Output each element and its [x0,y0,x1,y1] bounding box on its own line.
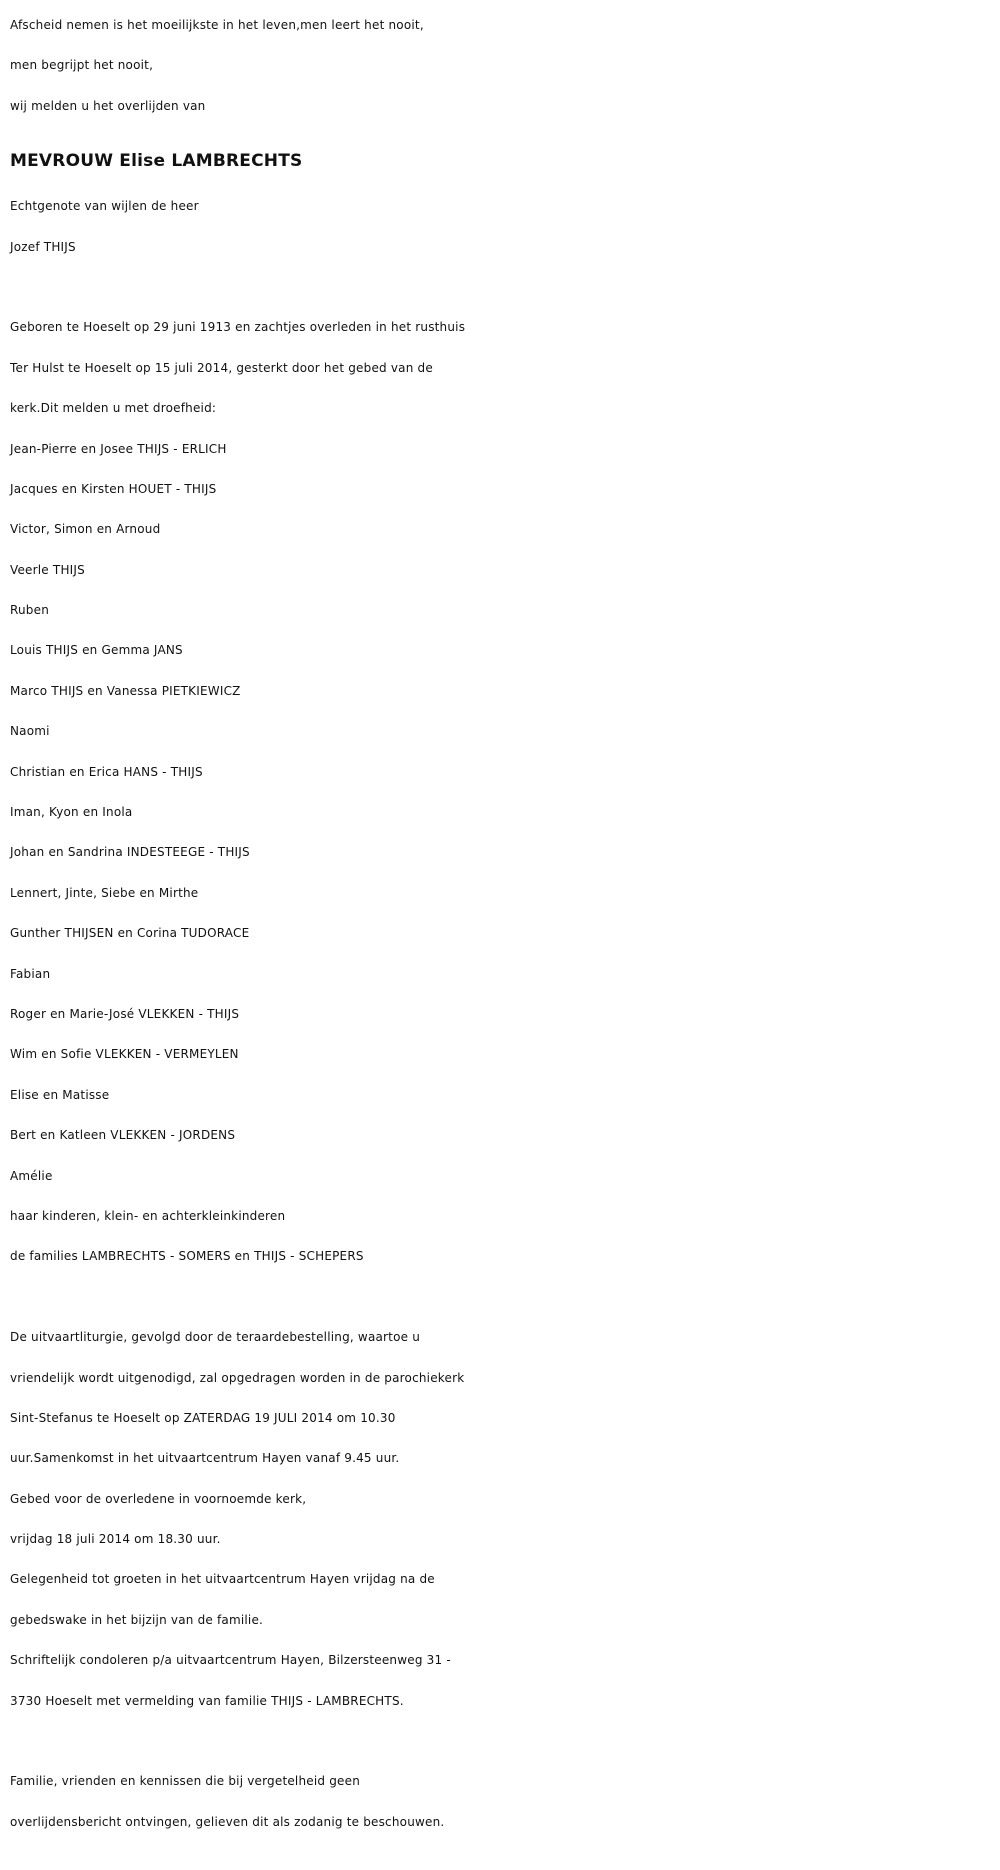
paragraph-gap [10,267,995,307]
intro-section [10,5,995,126]
paragraph-gap [10,1277,995,1317]
funeral-line: gebedswake in het bijzijn van de familie. [10,1612,264,1627]
funeral-line: vriendelijk wordt uitgenodigd, zal opgedragen worden in de parochiekerk [10,1370,465,1385]
funeral-line: Schriftelijk condoleren p/a uitvaartcentrum Hayen, Bilzersteenweg 31 - [10,1653,451,1668]
spouse-line: Echtgenote van wijlen de heer [10,199,199,214]
family-member: Elise en Matisse [10,1087,110,1102]
funeral-line: 3730 Hoeselt met vermelding van familie THIJS - LAMBRECHTS. [10,1693,404,1708]
funeral-line: De uitvaartliturgie, gevolgd door de teraardebestelling, waartoe u [10,1330,421,1345]
family-member: Bert en Katleen VLEKKEN - JORDENS [10,1128,236,1143]
family-list [10,429,995,1277]
spouse-section [10,186,995,267]
family-member: Victor, Simon en Arnoud [10,522,161,537]
funeral-line: uur.Samenkomst in het uitvaartcentrum Hayen vanaf 9.45 uur. [10,1451,400,1466]
closing-line: overlijdensbericht ontvingen, gelieven dit als zodanig te beschouwen. [10,1814,445,1829]
family-member: Gunther THIJSEN en Corina TUDORACE [10,926,250,941]
funeral-line: Sint-Stefanus te Hoeselt op ZATERDAG 19 JULI 2014 om 10.30 [10,1410,396,1425]
family-member: Christian en Erica HANS - THIJS [10,764,203,779]
birth-death-line: Geboren te Hoeselt op 29 juni 1913 en zachtjes overleden in het rusthuis [10,320,466,335]
obituary-notice [10,5,995,1842]
intro-line: wij melden u het overlijden van [10,98,206,113]
funeral-line: vrijdag 18 juli 2014 om 18.30 uur. [10,1532,221,1547]
family-member: Louis THIJS en Gemma JANS [10,643,183,658]
family-member: Johan en Sandrina INDESTEEGE - THIJS [10,845,250,860]
family-member: Jacques en Kirsten HOUET - THIJS [10,481,217,496]
birth-death-line: kerk.Dit melden u met droefheid: [10,401,217,416]
spouse-line: Jozef THIJS [10,239,76,254]
funeral-section [10,1317,995,1721]
family-member: Lennert, Jinte, Siebe en Mirthe [10,885,199,900]
closing-section [10,1761,995,1842]
funeral-line: Gebed voor de overledene in voornoemde kerk, [10,1491,307,1506]
intro-line: men begrijpt het nooit, [10,58,154,73]
paragraph-gap [10,1721,995,1761]
funeral-line: Gelegenheid tot groeten in het uitvaartcentrum Hayen vrijdag na de [10,1572,435,1587]
family-member: Amélie [10,1168,53,1183]
family-member: Marco THIJS en Vanessa PIETKIEWICZ [10,683,241,698]
family-member: Naomi [10,724,50,739]
family-member: de families LAMBRECHTS - SOMERS en THIJS - SCHEPERS [10,1249,364,1264]
birth-death-section [10,307,995,428]
family-member: Roger en Marie-José VLEKKEN - THIJS [10,1006,240,1021]
family-member: Fabian [10,966,51,981]
family-member: Veerle THIJS [10,562,85,577]
birth-death-line: Ter Hulst te Hoeselt op 15 juli 2014, gesterkt door het gebed van de [10,360,433,375]
deceased-name: MEVROUW Elise LAMBRECHTS [10,151,303,172]
family-member: Iman, Kyon en Inola [10,805,133,820]
family-member: Jean-Pierre en Josee THIJS - ERLICH [10,441,227,456]
family-member: haar kinderen, klein- en achterkleinkinderen [10,1208,286,1223]
family-member: Wim en Sofie VLEKKEN - VERMEYLEN [10,1047,239,1062]
family-member: Ruben [10,603,50,618]
closing-line: Familie, vrienden en kennissen die bij vergetelheid geen [10,1774,361,1789]
intro-line: Afscheid nemen is het moeilijkste in het leven,men leert het nooit, [10,18,424,32]
